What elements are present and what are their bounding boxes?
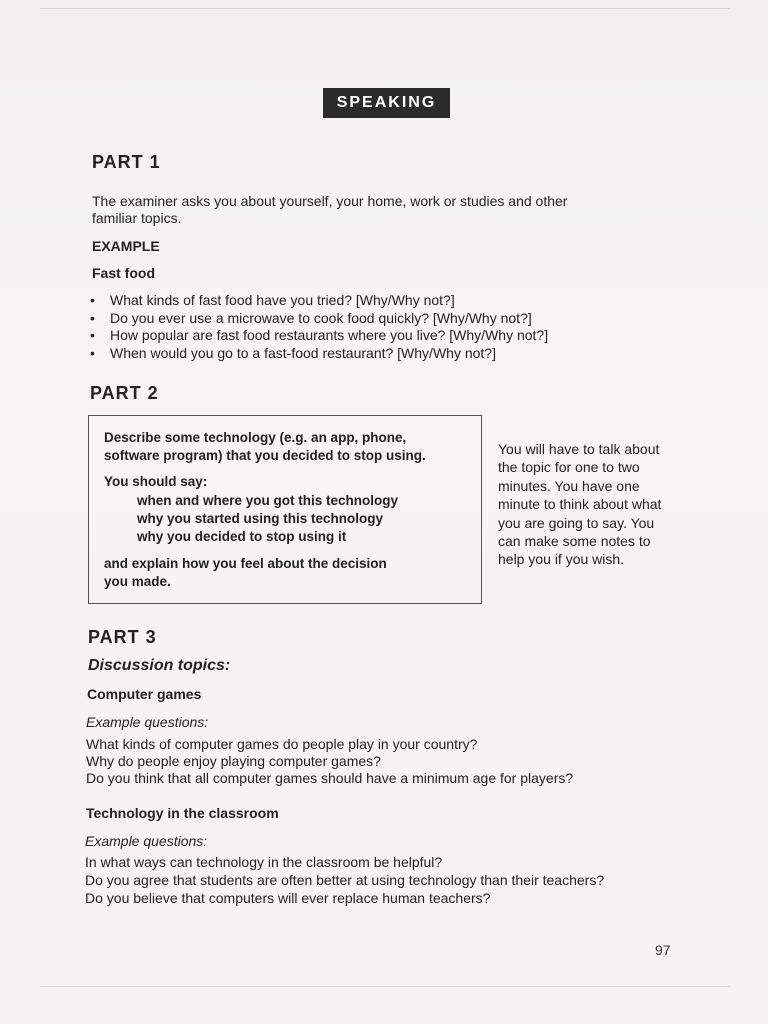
list-item: • How popular are fast food restaurants where you live? [Why/Why not?] — [90, 327, 610, 345]
cue-closing-line2: you made. — [104, 574, 171, 589]
part3-heading: PART 3 — [88, 627, 157, 647]
list-item: • When would you go to a fast-food restaurant? [Why/Why not?] — [90, 345, 610, 363]
discussion-topics-label: Discussion topics: — [88, 657, 231, 674]
cue-closing-line1: and explain how you feel about the decision — [104, 556, 387, 571]
discussion-question: Do you agree that students are often better at using technology than their teachers? — [85, 872, 605, 888]
cue-point: why you decided to stop using it — [137, 529, 347, 544]
topic-title-computer-games: Computer games — [87, 686, 202, 702]
part1-question-list — [90, 292, 610, 362]
discussion-question: Do you think that all computer games should have a minimum age for players? — [86, 770, 574, 786]
topic-title-technology-classroom: Technology in the classroom — [86, 805, 279, 821]
part1-example-label: EXAMPLE — [92, 238, 160, 254]
list-item: • Do you ever use a microwave to cook food quickly? [Why/Why not?] — [90, 310, 610, 328]
cue-point: why you started using this technology — [137, 511, 384, 526]
part1-intro: The examiner asks you about yourself, your home, work or studies and other familiar topics. — [92, 193, 568, 226]
example-questions-label: Example questions: — [86, 714, 209, 730]
bottom-rule — [40, 986, 730, 987]
discussion-question: Do you believe that computers will ever replace human teachers? — [85, 890, 491, 906]
example-questions-label: Example questions: — [85, 833, 208, 849]
part1-topic: Fast food — [92, 265, 155, 281]
part1-heading: PART 1 — [92, 152, 161, 172]
section-label: SPEAKING — [323, 88, 450, 118]
top-rule — [40, 8, 730, 9]
discussion-question: Why do people enjoy playing computer games? — [86, 753, 381, 769]
cue-prompt-line2: software program) that you decided to stop using. — [104, 448, 426, 463]
part2-heading: PART 2 — [90, 383, 159, 403]
page-number: 97 — [655, 942, 671, 958]
discussion-question: In what ways can technology in the classroom be helpful? — [85, 854, 443, 870]
cue-you-should-say: You should say: — [104, 474, 208, 489]
discussion-question: What kinds of computer games do people play in your country? — [86, 736, 478, 752]
cue-prompt-line1: Describe some technology (e.g. an app, phone, — [104, 430, 407, 445]
part2-side-note: You will have to talk about the topic for one to two minutes. You have one minute to think about what you are going to say. You can make some notes to help you if you wish. — [498, 441, 662, 568]
cue-point: when and where you got this technology — [137, 493, 399, 508]
list-item: • What kinds of fast food have you tried? [Why/Why not?] — [90, 292, 610, 310]
